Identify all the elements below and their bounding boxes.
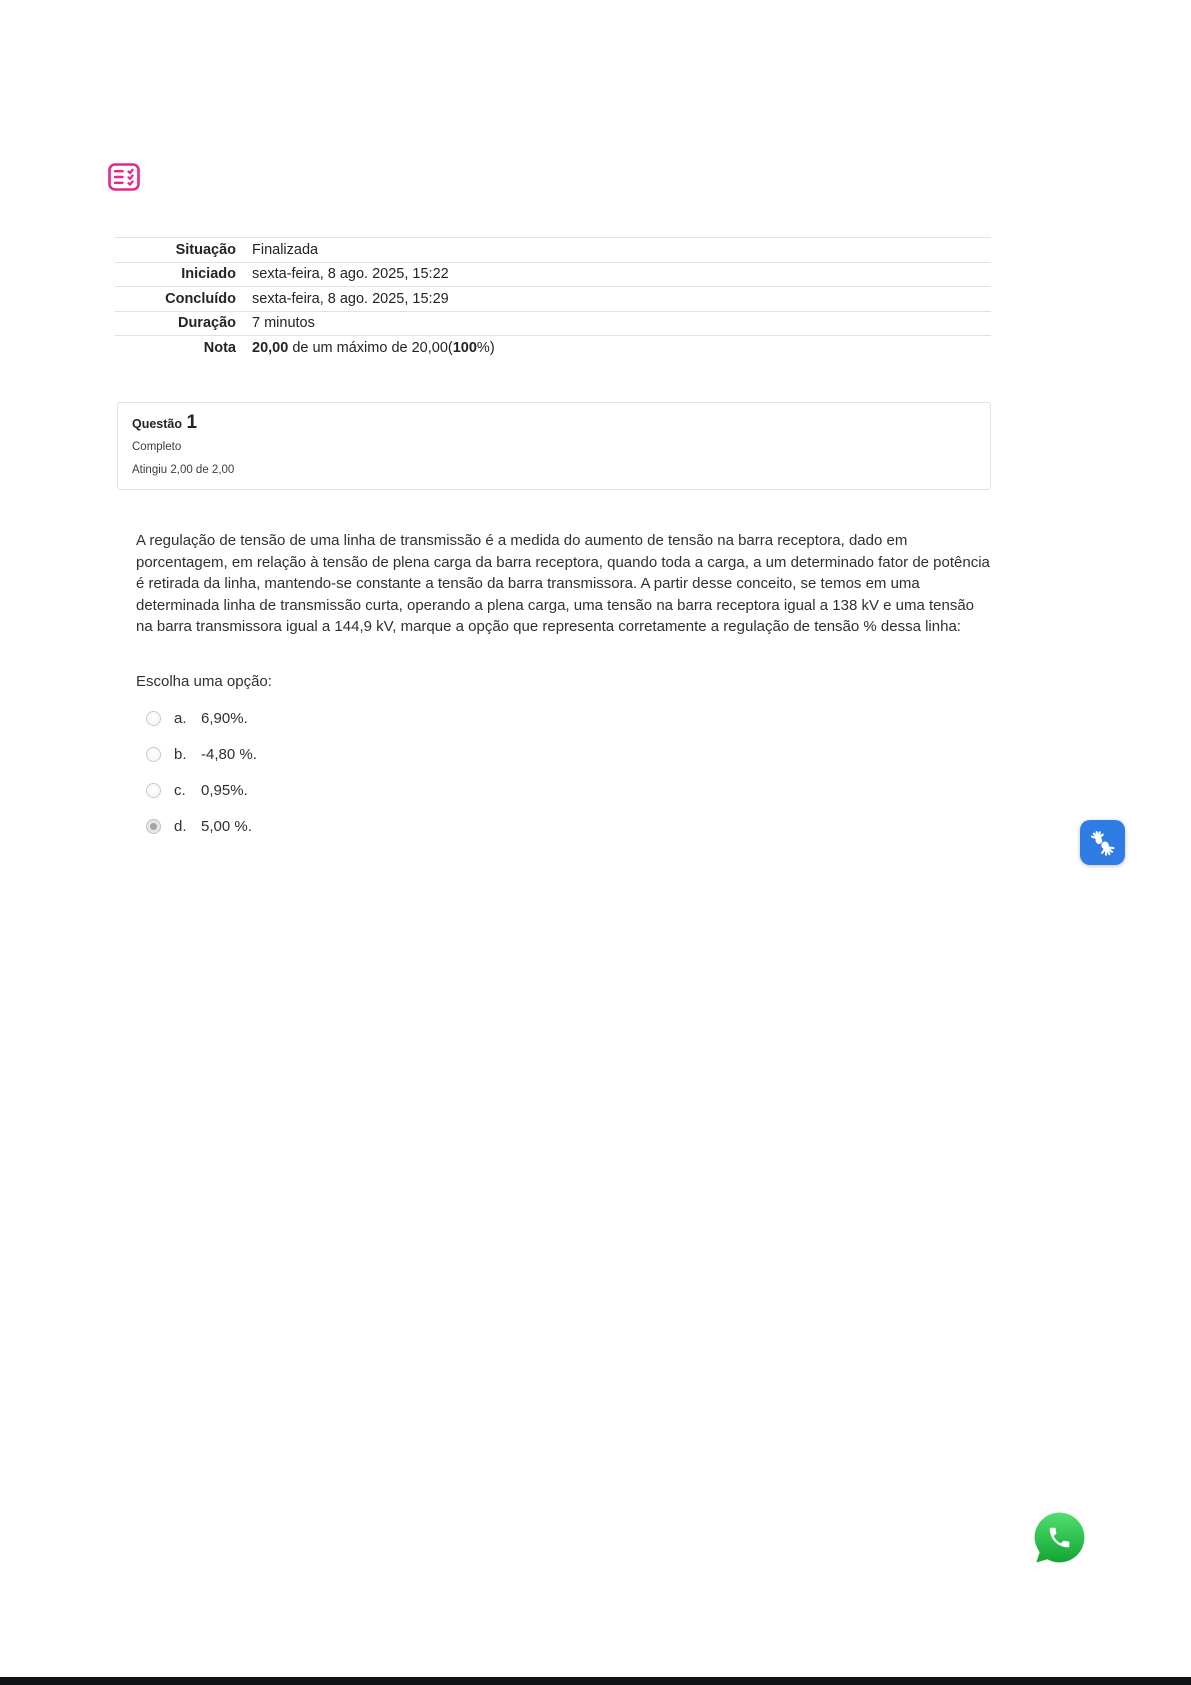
summary-grade-value [252, 340, 991, 356]
grade-mid-text: de um máximo de 20,00( [288, 339, 453, 356]
question-points: Atingiu 2,00 de 2,00 [132, 464, 235, 476]
answer-option-d[interactable] [146, 808, 646, 844]
summary-label: Concluído [165, 290, 236, 307]
quiz-activity-icon [108, 163, 140, 191]
option-letter: c. [174, 781, 186, 799]
summary-label: Situação [175, 241, 236, 258]
summary-value: sexta-feira, 8 ago. 2025, 15:29 [252, 290, 449, 307]
summary-row-concluido [115, 286, 991, 311]
answer-options [146, 700, 646, 844]
option-letter: a. [174, 709, 187, 727]
grade-end-text: %) [476, 339, 495, 356]
attempt-summary-table [115, 237, 991, 360]
question-text: A regulação de tensão de uma linha de transmissão é a medida do aumento de tensão na barra receptora, dado em porcentagem, em relação à tensão de plena carga da barra receptora, quando toda a carga, a um determinado fator de potência é retirada da linha, mantendo-se constante a tensão da barra transmissora. A partir desse conceito, se temos em uma determinada linha de transmissão curta, operando a plena carga, uma tensão na barra receptora igual a 138 kV e uma tensão na barra transmissora igual a 144,9 kV, marque a opção que representa corretamente a regulação de tensão % dessa linha: [136, 532, 990, 635]
summary-row-situacao [115, 237, 991, 262]
whatsapp-button[interactable] [1030, 1508, 1089, 1567]
summary-row-duracao [115, 311, 991, 336]
question-status: Completo [132, 441, 182, 453]
summary-row-nota [115, 335, 991, 360]
option-text: 6,90%. [201, 709, 248, 727]
radio-icon[interactable] [146, 819, 161, 834]
question-number-label: Questão [132, 417, 183, 431]
radio-icon[interactable] [146, 783, 161, 798]
option-letter: d. [174, 817, 187, 835]
question-info-box [117, 402, 991, 490]
summary-label: Iniciado [181, 266, 236, 283]
accessibility-sign-language-button[interactable] [1080, 820, 1125, 865]
grade-value: 20,00 [252, 339, 289, 356]
grade-percent: 100 [452, 339, 477, 356]
summary-value: 7 minutos [252, 315, 315, 332]
sign-language-hands-icon [1086, 826, 1120, 860]
summary-label: Duração [177, 315, 236, 332]
summary-value: Finalizada [252, 241, 319, 258]
option-text: 5,00 %. [201, 817, 252, 835]
summary-row-iniciado [115, 262, 991, 287]
answer-option-b[interactable] [146, 736, 646, 772]
option-text: 0,95%. [201, 781, 248, 799]
summary-value: sexta-feira, 8 ago. 2025, 15:22 [252, 266, 449, 283]
option-letter: b. [174, 745, 187, 763]
whatsapp-icon [1030, 1508, 1089, 1567]
radio-icon[interactable] [146, 747, 161, 762]
radio-icon[interactable] [146, 711, 161, 726]
answer-option-c[interactable] [146, 772, 646, 808]
answer-option-a[interactable] [146, 700, 646, 736]
quiz-list-check-icon [108, 163, 140, 191]
question-number [132, 412, 976, 434]
summary-label: Nota [203, 339, 236, 356]
answer-prompt: Escolha uma opção: [136, 673, 272, 690]
question-number-value: 1 [186, 412, 198, 433]
bottom-bar [0, 1677, 1191, 1685]
option-text: -4,80 %. [201, 745, 257, 763]
